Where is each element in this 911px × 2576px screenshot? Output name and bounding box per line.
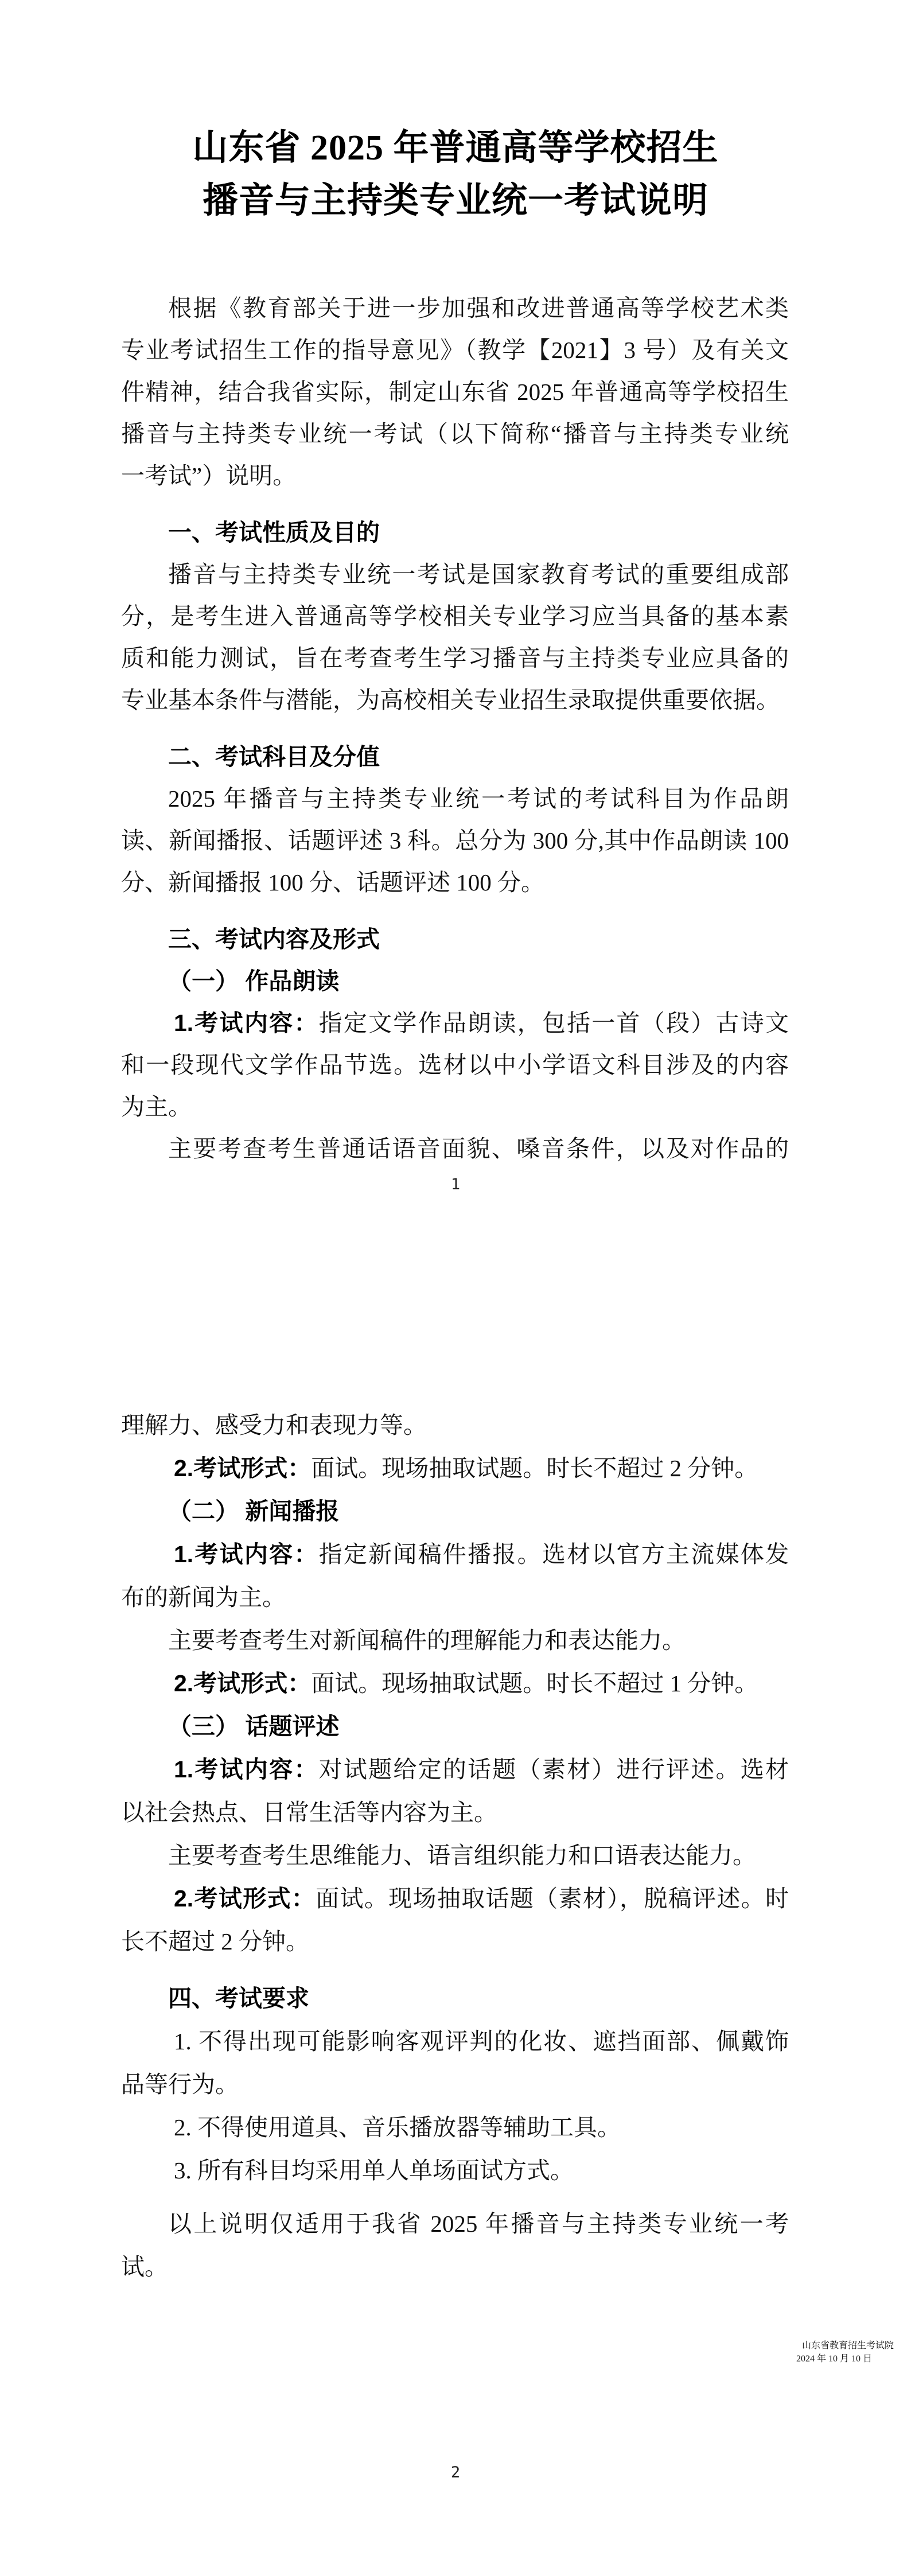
- doc-line: 和一段现代文学作品节选。选材以中小学语文科目涉及的内容: [121, 1052, 789, 1078]
- doc-line: 2.考试形式：面试。现场抽取话题（素材），脱稿评述。时: [174, 1885, 789, 1912]
- doc-line: 主要考查考生普通话语音面貌、嗓音条件，以及对作品的: [168, 1135, 789, 1162]
- doc-line: 长不超过 2 分钟。: [121, 1928, 309, 1955]
- item-label: 2.考试形式：: [174, 1885, 316, 1912]
- doc-line: 播音与主持类专业统一考试是国家教育考试的重要组成部: [168, 561, 789, 587]
- page-2-body: [121, 1404, 789, 2289]
- doc-line: 1.考试内容：指定新闻稿件播报。选材以官方主流媒体发: [174, 1541, 789, 1567]
- subsection-heading: （三） 话题评述: [168, 1713, 340, 1740]
- item-label: 1.考试内容：: [174, 1010, 319, 1036]
- doc-line: 1.考试内容：对试题给定的话题（素材）进行评述。选材: [174, 1756, 789, 1783]
- doc-line: 专业考试招生工作的指导意见》（教学【2021】3 号）及有关文: [121, 337, 789, 363]
- doc-line: 2.考试形式：面试。现场抽取试题。时长不超过 2 分钟。: [174, 1455, 758, 1481]
- doc-line: 理解力、感受力和表现力等。: [121, 1412, 427, 1438]
- doc-line: 以上说明仅适用于我省 2025 年播音与主持类专业统一考: [168, 2211, 789, 2237]
- doc-line: 主要考查考生思维能力、语言组织能力和口语表达能力。: [168, 1842, 756, 1869]
- doc-line: 品等行为。: [121, 2071, 239, 2098]
- signature-date: 2024 年 10 月 10 日: [796, 2354, 872, 2364]
- doc-line: 读、新闻播报、话题评述 3 科。总分为 300 分,其中作品朗读 100: [121, 827, 789, 854]
- doc-line: 分，是考生进入普通高等学校相关专业学习应当具备的基本素: [121, 603, 789, 629]
- doc-line: 2025 年播音与主持类专业统一考试的考试科目为作品朗: [168, 785, 789, 812]
- section-heading: 一、考试性质及目的: [168, 519, 380, 546]
- item-label: 2.考试形式：: [174, 1670, 312, 1696]
- subsection-heading: （一） 作品朗读: [168, 968, 340, 994]
- doc-line: 专业基本条件与潜能，为高校相关专业招生录取提供重要依据。: [121, 687, 780, 713]
- doc-line: 一考试”）说明。: [121, 462, 297, 489]
- doc-line: 播音与主持类专业统一考试（以下简称“播音与主持类专业统: [121, 421, 789, 447]
- page-1-body: [121, 287, 789, 1170]
- section-heading: 四、考试要求: [168, 1985, 309, 2011]
- doc-line: 分、新闻播报 100 分、话题评述 100 分。: [121, 869, 544, 896]
- doc-line: 2.考试形式：面试。现场抽取试题。时长不超过 1 分钟。: [174, 1670, 758, 1696]
- doc-line: 1.考试内容：指定文学作品朗读，包括一首（段）古诗文: [174, 1010, 789, 1036]
- item-label: 1.考试内容：: [174, 1541, 319, 1567]
- signature-issuer: 山东省教育招生考试院: [801, 2341, 894, 2351]
- doc-line: 2. 不得使用道具、音乐播放器等辅助工具。: [174, 2114, 621, 2141]
- doc-line: 质和能力测试，旨在考查考生学习播音与主持类专业应具备的: [121, 645, 789, 671]
- doc-line: 以社会热点、日常生活等内容为主。: [121, 1799, 497, 1826]
- section-heading: 二、考试科目及分值: [168, 744, 380, 770]
- page-number: 2: [450, 2464, 461, 2481]
- doc-line: 3. 所有科目均采用单人单场面试方式。: [174, 2157, 574, 2184]
- doc-title-line-1: 山东省 2025 年普通高等学校招生: [192, 129, 719, 168]
- page-number: 1: [450, 1176, 461, 1193]
- doc-line: 1. 不得出现可能影响客观评判的化妆、遮挡面部、佩戴饰: [174, 2028, 789, 2054]
- doc-line: 布的新闻为主。: [121, 1584, 286, 1610]
- subsection-heading: （二） 新闻播报: [168, 1498, 340, 1524]
- doc-line: 件精神，结合我省实际，制定山东省 2025 年普通高等学校招生: [121, 379, 789, 405]
- doc-line: 为主。: [121, 1094, 192, 1120]
- document-page-2: [0, 1288, 911, 2576]
- item-label: 2.考试形式：: [174, 1455, 312, 1481]
- section-heading: 三、考试内容及形式: [168, 926, 380, 952]
- doc-line: 主要考查考生对新闻稿件的理解能力和表达能力。: [168, 1627, 686, 1653]
- doc-line: 根据《教育部关于进一步加强和改进普通高等学校艺术类: [168, 295, 789, 321]
- doc-title-line-2: 播音与主持类专业统一考试说明: [202, 181, 708, 220]
- item-label: 1.考试内容：: [174, 1756, 319, 1783]
- doc-line: 试。: [121, 2254, 168, 2280]
